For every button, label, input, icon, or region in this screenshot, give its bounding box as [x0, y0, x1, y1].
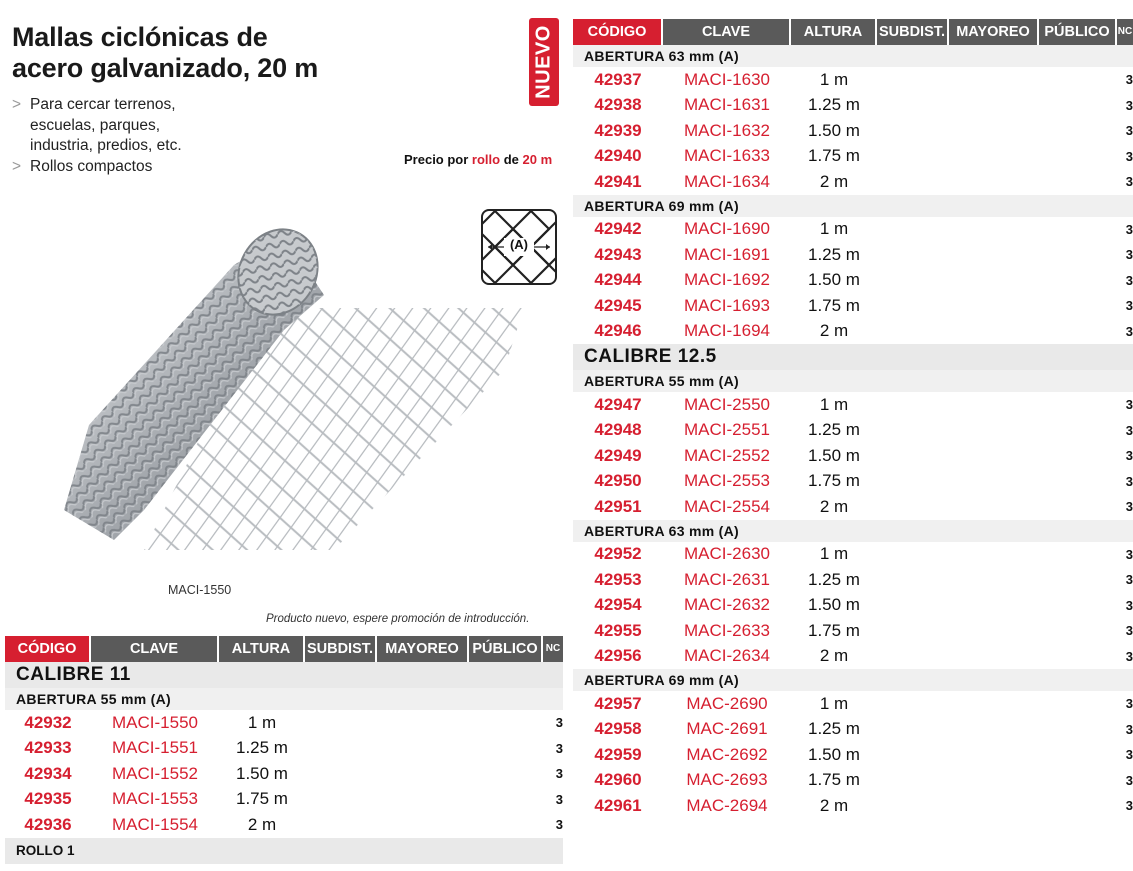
price-row: [573, 418, 1133, 444]
product-title-line-1: Mallas ciclónicas de: [12, 22, 268, 52]
column-header-6: PÚBLICO: [1039, 19, 1117, 45]
product-code: 42948: [594, 420, 642, 440]
product-key: MACI-1633: [684, 146, 770, 166]
price-row: [5, 787, 563, 813]
product-height: 1.50 m: [236, 763, 288, 783]
right-price-table: [573, 19, 1133, 819]
feature-item: [12, 95, 182, 116]
product-height: 1.75 m: [808, 146, 860, 166]
product-key: MACI-1634: [684, 171, 770, 191]
product-key: MACI-1692: [684, 270, 770, 290]
product-code: 42934: [24, 763, 72, 783]
price-row: [573, 567, 1133, 593]
product-key: MACI-2550: [684, 394, 770, 414]
column-header-6: PÚBLICO: [469, 636, 543, 662]
column-header-5: MAYOREO: [949, 19, 1039, 45]
price-row: [573, 67, 1133, 93]
product-key: MACI-1630: [684, 69, 770, 89]
nc-value: 3: [1125, 148, 1133, 164]
product-height: 1.75 m: [808, 471, 860, 491]
column-header-7: NC: [543, 636, 563, 662]
product-code: 42961: [594, 795, 642, 815]
product-height: 1.75 m: [236, 789, 288, 809]
product-key: MACI-2552: [684, 445, 770, 465]
product-code: 42951: [594, 496, 642, 516]
price-row: [573, 742, 1133, 768]
nc-value: 3: [1125, 798, 1133, 814]
bullet-marker: [12, 116, 30, 137]
nc-value: 3: [555, 715, 563, 731]
product-height: 1.50 m: [808, 744, 860, 764]
price-note-length: 20 m: [522, 152, 553, 167]
product-code: 42939: [594, 120, 642, 140]
price-row: [5, 736, 563, 762]
new-product-note: Producto nuevo, espere promoción de introducción.: [266, 613, 530, 625]
column-header-1: CÓDIGO: [5, 636, 91, 662]
nc-value: 3: [1125, 397, 1133, 413]
product-height: 1.75 m: [808, 620, 860, 640]
product-height: 1 m: [819, 219, 849, 239]
bullet-marker: >: [12, 157, 22, 175]
product-code: 42932: [24, 712, 72, 732]
nc-value: 3: [1125, 174, 1133, 190]
price-row: [573, 793, 1133, 819]
price-row: [573, 768, 1133, 794]
feature-list: [12, 95, 182, 177]
product-key: MACI-1554: [112, 814, 198, 834]
product-code: 42952: [594, 544, 642, 564]
product-height: 1.50 m: [808, 595, 860, 615]
feature-item: [12, 116, 182, 137]
nc-value: 3: [555, 740, 563, 756]
price-row: [573, 217, 1133, 243]
product-title-line-2: acero galvanizado, 20 m: [12, 53, 319, 83]
product-code: 42960: [594, 770, 642, 790]
nc-value: 3: [1125, 546, 1133, 562]
nc-value: 3: [1125, 72, 1133, 88]
product-height: 1.25 m: [808, 95, 860, 115]
product-height: 1.50 m: [808, 120, 860, 140]
price-row: [573, 717, 1133, 743]
product-code: 42947: [594, 394, 642, 414]
product-code: 42955: [594, 620, 642, 640]
nc-value: 3: [1125, 721, 1133, 737]
product-key: MACI-2551: [684, 420, 770, 440]
column-header-5: MAYOREO: [377, 636, 469, 662]
nc-value: 3: [1125, 648, 1133, 664]
column-header-2: CLAVE: [663, 19, 791, 45]
product-code: 42936: [24, 814, 72, 834]
feature-item: [12, 157, 182, 178]
feature-text: Rollos compactos: [30, 157, 153, 175]
price-row: [573, 392, 1133, 418]
product-code: 42953: [594, 569, 642, 589]
feature-item: [12, 136, 182, 157]
price-row: [573, 118, 1133, 144]
product-key: MACI-1632: [684, 120, 770, 140]
price-note-unit: rollo: [471, 152, 501, 167]
price-row: [5, 761, 563, 787]
product-key: MACI-2554: [684, 496, 770, 516]
caliber-heading: CALIBRE 12.5: [573, 344, 1133, 370]
product-code: 42949: [594, 445, 642, 465]
product-code: 42956: [594, 646, 642, 666]
nc-value: 3: [1125, 597, 1133, 613]
price-row: [573, 691, 1133, 717]
photo-caption: MACI-1550: [168, 583, 232, 597]
product-height: 1.25 m: [808, 420, 860, 440]
price-row: [573, 169, 1133, 195]
product-height: 1.75 m: [808, 770, 860, 790]
table-header: [5, 636, 563, 662]
left-price-table: [5, 636, 563, 864]
product-height: 2 m: [819, 171, 849, 191]
price-row: [573, 618, 1133, 644]
nc-value: 3: [1125, 572, 1133, 588]
column-header-3: ALTURA: [791, 19, 877, 45]
product-key: MACI-2633: [684, 620, 770, 640]
roll-note: ROLLO 1: [5, 838, 563, 864]
product-code: 42950: [594, 471, 642, 491]
column-header-2: CLAVE: [91, 636, 219, 662]
price-row: [573, 268, 1133, 294]
product-key: MACI-1550: [112, 712, 198, 732]
nc-value: 3: [1125, 696, 1133, 712]
nc-value: 3: [1125, 97, 1133, 113]
product-code: 42933: [24, 738, 72, 758]
opening-heading: ABERTURA 55 mm (A): [5, 688, 563, 710]
column-header-7: NC: [1117, 19, 1133, 45]
product-key: MACI-1551: [112, 738, 198, 758]
product-code: 42940: [594, 146, 642, 166]
product-key: MACI-1552: [112, 763, 198, 783]
product-height: 1.25 m: [808, 569, 860, 589]
product-key: MAC-2694: [686, 795, 768, 815]
product-code: 42944: [594, 270, 642, 290]
bullet-marker: >: [12, 96, 22, 113]
product-title: [12, 22, 318, 84]
product-key: MAC-2692: [686, 744, 768, 764]
product-key: MACI-2634: [684, 646, 770, 666]
product-code: 42937: [594, 69, 642, 89]
price-note-text: Precio por: [404, 152, 472, 167]
product-code: 42943: [594, 244, 642, 264]
nc-value: 3: [1125, 272, 1133, 288]
mesh-roll-image: [34, 220, 534, 565]
nc-value: 3: [555, 766, 563, 782]
column-header-3: ALTURA: [219, 636, 305, 662]
product-code: 42935: [24, 789, 72, 809]
product-height: 1 m: [819, 69, 849, 89]
price-row: [573, 242, 1133, 268]
product-height: 1.50 m: [808, 445, 860, 465]
price-row: [573, 93, 1133, 119]
product-height: 2 m: [819, 646, 849, 666]
price-row: [573, 593, 1133, 619]
opening-heading: ABERTURA 55 mm (A): [573, 370, 1133, 392]
opening-heading: ABERTURA 69 mm (A): [573, 669, 1133, 691]
product-code: 42942: [594, 219, 642, 239]
nc-value: 3: [1125, 623, 1133, 639]
product-key: MACI-1690: [684, 219, 770, 239]
nc-value: 3: [1125, 422, 1133, 438]
product-key: MACI-2630: [684, 544, 770, 564]
price-row: [573, 494, 1133, 520]
product-code: 42958: [594, 719, 642, 739]
product-code: 42941: [594, 171, 642, 191]
nc-value: 3: [1125, 247, 1133, 263]
price-note-text: de: [500, 152, 523, 167]
product-height: 1 m: [819, 693, 849, 713]
product-key: MACI-1694: [684, 321, 770, 341]
feature-text: escuelas, parques,: [30, 116, 161, 134]
nc-value: 3: [1125, 473, 1133, 489]
nc-value: 3: [1125, 323, 1133, 339]
price-row: [573, 293, 1133, 319]
opening-heading: ABERTURA 63 mm (A): [573, 45, 1133, 67]
product-height: 2 m: [819, 795, 849, 815]
product-height: 1.25 m: [808, 244, 860, 264]
product-key: MAC-2693: [686, 770, 768, 790]
product-height: 1 m: [819, 544, 849, 564]
feature-text: Para cercar terrenos,: [30, 96, 176, 113]
nc-value: 3: [1125, 221, 1133, 237]
product-height: 1 m: [819, 394, 849, 414]
new-badge-label: NUEVO: [532, 25, 555, 99]
price-row: [573, 443, 1133, 469]
product-code: 42959: [594, 744, 642, 764]
mesh-opening-label: (A): [509, 237, 529, 252]
price-row: [573, 644, 1133, 670]
product-height: 1.75 m: [808, 295, 860, 315]
nc-value: 3: [1125, 747, 1133, 763]
feature-text: industria, predios, etc.: [30, 137, 182, 154]
price-row: [573, 144, 1133, 170]
nc-value: 3: [555, 791, 563, 807]
product-height: 2 m: [247, 814, 277, 834]
product-key: MACI-1631: [684, 95, 770, 115]
product-height: 1.25 m: [236, 738, 288, 758]
product-code: 42957: [594, 693, 642, 713]
column-header-4: SUBDIST.: [305, 636, 377, 662]
product-key: MACI-1553: [112, 789, 198, 809]
product-height: 1.25 m: [808, 719, 860, 739]
new-badge: [529, 18, 559, 106]
product-key: MACI-2632: [684, 595, 770, 615]
price-row: [573, 319, 1133, 345]
nc-value: 3: [1125, 448, 1133, 464]
product-code: 42954: [594, 595, 642, 615]
nc-value: 3: [1125, 298, 1133, 314]
product-code: 42938: [594, 95, 642, 115]
table-header: [573, 19, 1133, 45]
nc-value: 3: [555, 817, 563, 833]
nc-value: 3: [1125, 772, 1133, 788]
product-height: 1.50 m: [808, 270, 860, 290]
nc-value: 3: [1125, 499, 1133, 515]
price-note: [404, 152, 552, 167]
product-height: 1 m: [247, 712, 277, 732]
product-key: MACI-1691: [684, 244, 770, 264]
column-header-1: CÓDIGO: [573, 19, 663, 45]
product-height: 2 m: [819, 496, 849, 516]
column-header-4: SUBDIST.: [877, 19, 949, 45]
product-key: MACI-1693: [684, 295, 770, 315]
product-height: 2 m: [819, 321, 849, 341]
product-key: MAC-2691: [686, 719, 768, 739]
nc-value: 3: [1125, 123, 1133, 139]
price-row: [573, 542, 1133, 568]
opening-heading: ABERTURA 63 mm (A): [573, 520, 1133, 542]
opening-heading: ABERTURA 69 mm (A): [573, 195, 1133, 217]
product-code: 42946: [594, 321, 642, 341]
product-key: MACI-2553: [684, 471, 770, 491]
caliber-heading: CALIBRE 11: [5, 662, 563, 688]
bullet-marker: [12, 136, 30, 157]
price-row: [573, 469, 1133, 495]
product-code: 42945: [594, 295, 642, 315]
price-row: [5, 812, 563, 838]
price-row: [5, 710, 563, 736]
product-key: MACI-2631: [684, 569, 770, 589]
product-key: MAC-2690: [686, 693, 768, 713]
